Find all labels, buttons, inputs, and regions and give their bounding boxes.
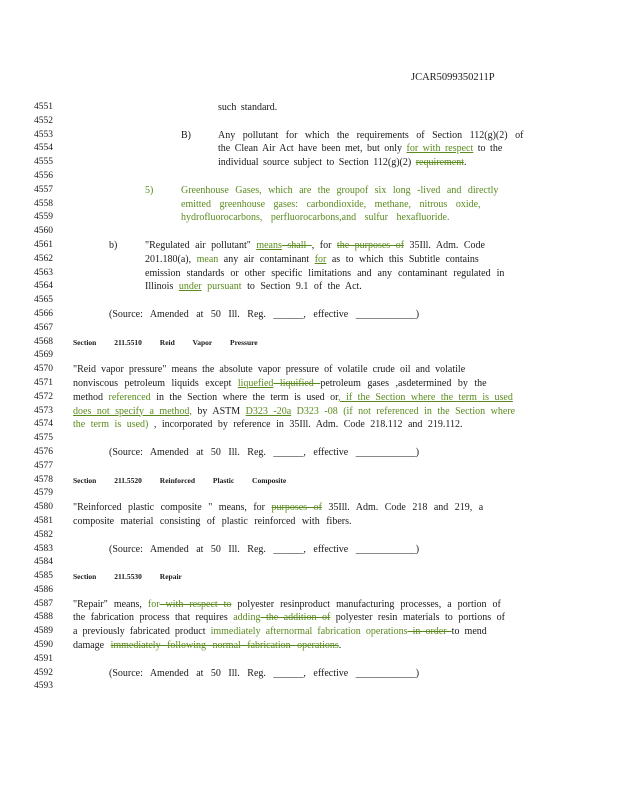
line-number: 4578 [34, 474, 53, 485]
line-text: to mend [451, 626, 487, 638]
line [0, 405, 618, 419]
inserted-text: does not specify a method, [73, 405, 192, 417]
inserted-text: emitted greenhouse gases: carbondioxide, methane, nitrous oxide, [181, 198, 481, 210]
source-note: (Source: Amended at 50 Ill. Reg. ______, effective ____________) [109, 308, 420, 320]
line [0, 336, 618, 350]
line-number: 4565 [34, 295, 53, 306]
line-number: 4583 [34, 543, 53, 554]
deleted-text: with respect to [159, 598, 232, 610]
line-text: 35Ill. Adm. Code 218 and 219, a [321, 502, 484, 514]
line [0, 156, 618, 170]
deleted-text: pursuant [201, 281, 248, 293]
line [0, 377, 618, 391]
line [0, 625, 618, 639]
line [0, 653, 618, 667]
line-number: 4567 [34, 322, 53, 333]
line-number: 4569 [34, 350, 53, 361]
line-text: in the Section where the term is used or [150, 391, 339, 403]
line [0, 349, 618, 363]
line [0, 198, 618, 212]
inserted-text: for with respect [406, 143, 474, 155]
line-number: 4560 [34, 226, 53, 237]
line [0, 391, 618, 405]
deleted-text: requirement [415, 157, 465, 169]
line-number: 4559 [34, 212, 53, 223]
line [0, 501, 618, 515]
deleted-text: in order [407, 626, 452, 638]
line [0, 294, 618, 308]
line [0, 184, 618, 198]
line-number: 4585 [34, 571, 53, 582]
line [0, 363, 618, 377]
line-text: to Section 9.1 of the Act. [247, 281, 362, 293]
line [0, 115, 618, 129]
line-number: 4572 [34, 391, 53, 402]
line-number: 4573 [34, 405, 53, 416]
line-text: any air contaminant [218, 253, 315, 265]
line [0, 529, 618, 543]
line-text: "Regulated air pollutant" [145, 239, 257, 251]
line-text: . [464, 157, 467, 169]
inserted-text: liquefied [237, 377, 274, 389]
item-label: B) [181, 129, 191, 141]
line-number: 4563 [34, 267, 53, 278]
line-number: 4564 [34, 281, 53, 292]
line [0, 446, 618, 460]
inserted-text: referenced [108, 391, 151, 403]
line [0, 584, 618, 598]
inserted-text: under [178, 281, 202, 293]
line-text: Illinois [145, 281, 179, 293]
line [0, 142, 618, 156]
inserted-text: Greenhouse Gases, which are the groupof six long -lived and directly [181, 184, 499, 196]
line [0, 543, 618, 557]
line-number: 4591 [34, 653, 53, 664]
deleted-text: immediately following normal fabrication operations [110, 640, 339, 652]
line [0, 322, 618, 336]
line-text: polyester resin materials to portions of [330, 612, 505, 624]
line [0, 170, 618, 184]
line [0, 267, 618, 281]
line-text: polyester resinproduct manufacturing processes, a portion of [231, 598, 501, 610]
section-heading: Section 211.5510 Reid Vapor Pressure [73, 337, 258, 347]
line-number: 4592 [34, 667, 53, 678]
line-text: nonviscous petroleum liquids except [73, 377, 238, 389]
line-text: . [338, 640, 342, 652]
line-number: 4554 [34, 143, 53, 154]
line-number: 4580 [34, 502, 53, 513]
line [0, 253, 618, 267]
line [0, 667, 618, 681]
section-heading: Section 211.5530 Repair [73, 572, 182, 582]
item-label: 5) [145, 184, 154, 196]
deleted-text: D323 -08 (if not referenced in the Section where [291, 405, 516, 417]
line [0, 129, 618, 143]
line-number: 4551 [34, 102, 53, 112]
line-number: 4568 [34, 336, 53, 347]
line-number: 4555 [34, 157, 53, 168]
line-text: Any pollutant for which the requirements of Section 112(g)(2) of [218, 129, 524, 141]
line-number: 4589 [34, 626, 53, 637]
line-number: 4561 [34, 239, 53, 250]
line [0, 308, 618, 322]
inserted-text: immediately afternormal fabrication operations [210, 626, 408, 638]
source-note: (Source: Amended at 50 Ill. Reg. ______, effective ____________) [109, 543, 420, 555]
line [0, 611, 618, 625]
deleted-text: the term is used) [73, 419, 149, 431]
line-number: 4556 [34, 170, 53, 181]
deleted-text: the addition of [260, 612, 331, 624]
line-text: a previously fabricated product [73, 626, 211, 638]
item-label: b) [109, 239, 118, 251]
source-note: (Source: Amended at 50 Ill. Reg. ______, effective ____________) [109, 667, 420, 679]
line [0, 239, 618, 253]
line-text: method [73, 391, 109, 403]
line-number: 4553 [34, 129, 53, 140]
line-number: 4552 [34, 115, 53, 126]
line-number: 4579 [34, 488, 53, 499]
line [0, 598, 618, 612]
line [0, 487, 618, 501]
line-text: emission standards or other specific limitations and any contaminant regulated in [145, 267, 505, 279]
line-number: 4558 [34, 198, 53, 209]
line-number: 4574 [34, 419, 53, 430]
document-body [0, 101, 618, 694]
deleted-text: shall [281, 239, 312, 251]
line-text: the Clean Air Act have been met, but only [218, 143, 407, 155]
line-number: 4586 [34, 584, 53, 595]
line-text: such standard. [218, 102, 278, 113]
line-number: 4576 [34, 446, 53, 457]
line-number: 4575 [34, 433, 53, 444]
line-number: 4562 [34, 253, 53, 264]
line-text: 35Ill. Adm. Code [404, 239, 485, 251]
deleted-text: purposes of [271, 502, 322, 514]
line-text: as to which this Subtitle contains [326, 253, 479, 265]
line-number: 4584 [34, 557, 53, 568]
line-text: 201.180(a), [145, 253, 197, 265]
inserted-text: for [314, 253, 327, 265]
line [0, 418, 618, 432]
line [0, 101, 618, 115]
line-text: , incorporated by reference in 35Ill. Adm. Code 218.112 and 219.112. [148, 419, 463, 431]
line-number: 4587 [34, 598, 53, 609]
inserted-text: means [256, 239, 282, 251]
line-number: 4581 [34, 515, 53, 526]
document-id: JCAR5099350211P [411, 72, 495, 83]
line-text: by ASTM [191, 405, 246, 417]
line-number: 4582 [34, 529, 53, 540]
line [0, 225, 618, 239]
line-number: 4593 [34, 681, 53, 692]
line-text: "Repair" means, [73, 598, 148, 610]
line-text: individual source subject to Section 112(g)(2) [218, 157, 416, 169]
line-number: 4570 [34, 364, 53, 375]
line-number: 4588 [34, 612, 53, 623]
deleted-text: the purposes of [336, 239, 405, 251]
inserted-text: hydrofluorocarbons, perfluorocarbons,and sulfur hexafluoride. [181, 212, 450, 224]
line [0, 515, 618, 529]
line-number: 4557 [34, 184, 53, 195]
inserted-text: D323 -20a [245, 405, 292, 417]
line-text: , for [311, 239, 337, 251]
inserted-text: adding [233, 612, 261, 624]
line [0, 639, 618, 653]
line-number: 4577 [34, 460, 53, 471]
line [0, 211, 618, 225]
line [0, 460, 618, 474]
inserted-text: for [147, 598, 160, 610]
line-text: "Reid vapor pressure" means the absolute vapor pressure of volatile crude oil and volatile [73, 364, 466, 376]
line [0, 474, 618, 488]
source-note: (Source: Amended at 50 Ill. Reg. ______, effective ____________) [109, 446, 420, 458]
inserted-text: mean [196, 253, 219, 265]
section-heading: Section 211.5520 Reinforced Plastic Composite [73, 475, 287, 485]
line [0, 556, 618, 570]
line-number: 4566 [34, 308, 53, 319]
line-text: to the [473, 143, 503, 155]
line-text: composite material consisting of plastic reinforced with fibers. [73, 515, 352, 527]
line [0, 280, 618, 294]
line-text: the fabrication process that requires [73, 612, 234, 624]
line [0, 432, 618, 446]
line-text: petroleum gases ,asdetermined by the [320, 377, 487, 389]
line [0, 680, 618, 694]
line-number: 4571 [34, 377, 53, 388]
deleted-text: liquified [273, 377, 321, 389]
line [0, 570, 618, 584]
line-text: "Reinforced plastic composite " means, for [73, 502, 272, 514]
line-text: damage [73, 640, 111, 652]
inserted-text: , if the Section where the term is used [338, 391, 513, 403]
line-number: 4590 [34, 640, 53, 651]
